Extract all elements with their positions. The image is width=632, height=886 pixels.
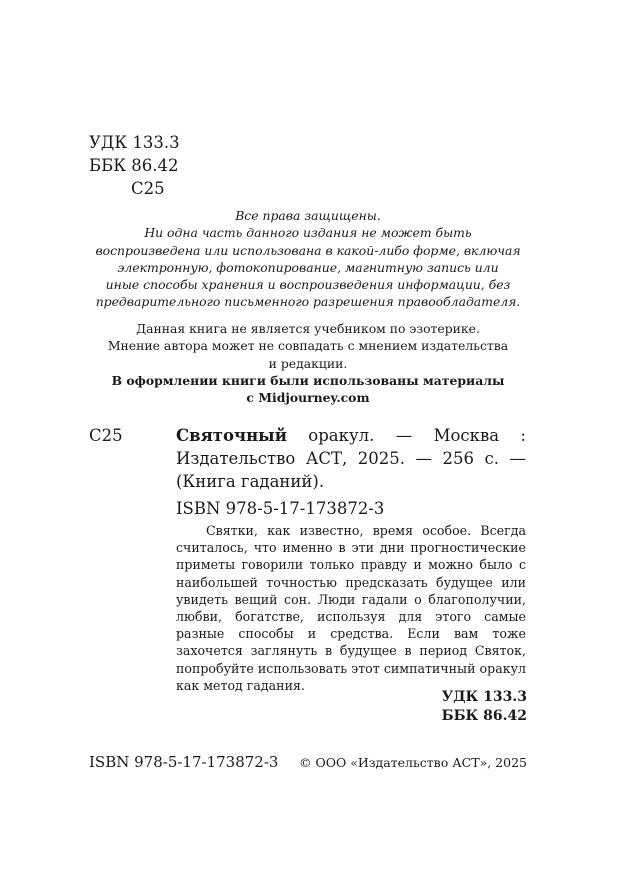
- rights-line: Все права защищены.: [235, 208, 381, 223]
- bottom-classification-codes: [442, 688, 527, 726]
- rights-line: иные способы хранения и воспроизведения информации, без: [105, 277, 511, 293]
- disclaimer-notice: [89, 320, 527, 406]
- bibliographic-description: оракул. — Москва : Издательство АСТ, 2025. — 256 с. — (Книга гаданий).: [176, 426, 526, 491]
- midjourney-credit-line: с Midjourney.com: [246, 390, 370, 406]
- midjourney-credit-line: В оформлении книги были использованы материалы: [111, 372, 505, 388]
- rights-notice: [89, 207, 527, 311]
- bbk-code-bold: ББК 86.42: [441, 708, 527, 724]
- book-abstract: Святки, как известно, время особое. Всегда считалось, что именно в эти дни прогностические приметы говорили только правду и можно было с наибольшей точностью предсказать будущее или увидеть вещий сон. Люди гадали о благополучии, любви, богатстве, используя для этого самые разные способы и средства. Если вам тоже захочется заглянуть в будущее в период Святок, попробуйте использовать этот симпатичный оракул как метод гадания.: [176, 523, 526, 693]
- udk-code-bold: УДК 133.3: [441, 689, 527, 705]
- rights-line: Ни одна часть данного издания не может быть: [144, 225, 472, 241]
- book-title: Святочный: [176, 426, 287, 445]
- rights-line: воспроизведена или использована в какой-либо форме, включая: [95, 242, 521, 258]
- bbk-code: ББК 86.42: [89, 156, 179, 175]
- notice-line: и редакции.: [268, 355, 348, 371]
- rights-line: электронную, фотокопирование, магнитную запись или: [117, 259, 499, 275]
- footer-isbn: ISBN 978-5-17-173872-3: [89, 753, 279, 771]
- notice-line: Мнение автора может не совпадать с мнением издательства: [107, 338, 509, 354]
- catalog-card-entry: [176, 424, 526, 493]
- footer-copyright: © ООО «Издательство АСТ», 2025: [299, 755, 527, 770]
- author-sign: С25: [131, 179, 165, 198]
- rights-line: предварительного письменного разрешения правообладателя.: [95, 294, 521, 310]
- udk-code: УДК 133.3: [89, 133, 180, 152]
- notice-line: Данная книга не является учебником по эзотерике.: [136, 321, 480, 336]
- catalog-card-code: С25: [89, 426, 123, 445]
- catalog-card-isbn: ISBN 978-5-17-173872-3: [176, 499, 385, 518]
- classification-codes: [89, 131, 180, 200]
